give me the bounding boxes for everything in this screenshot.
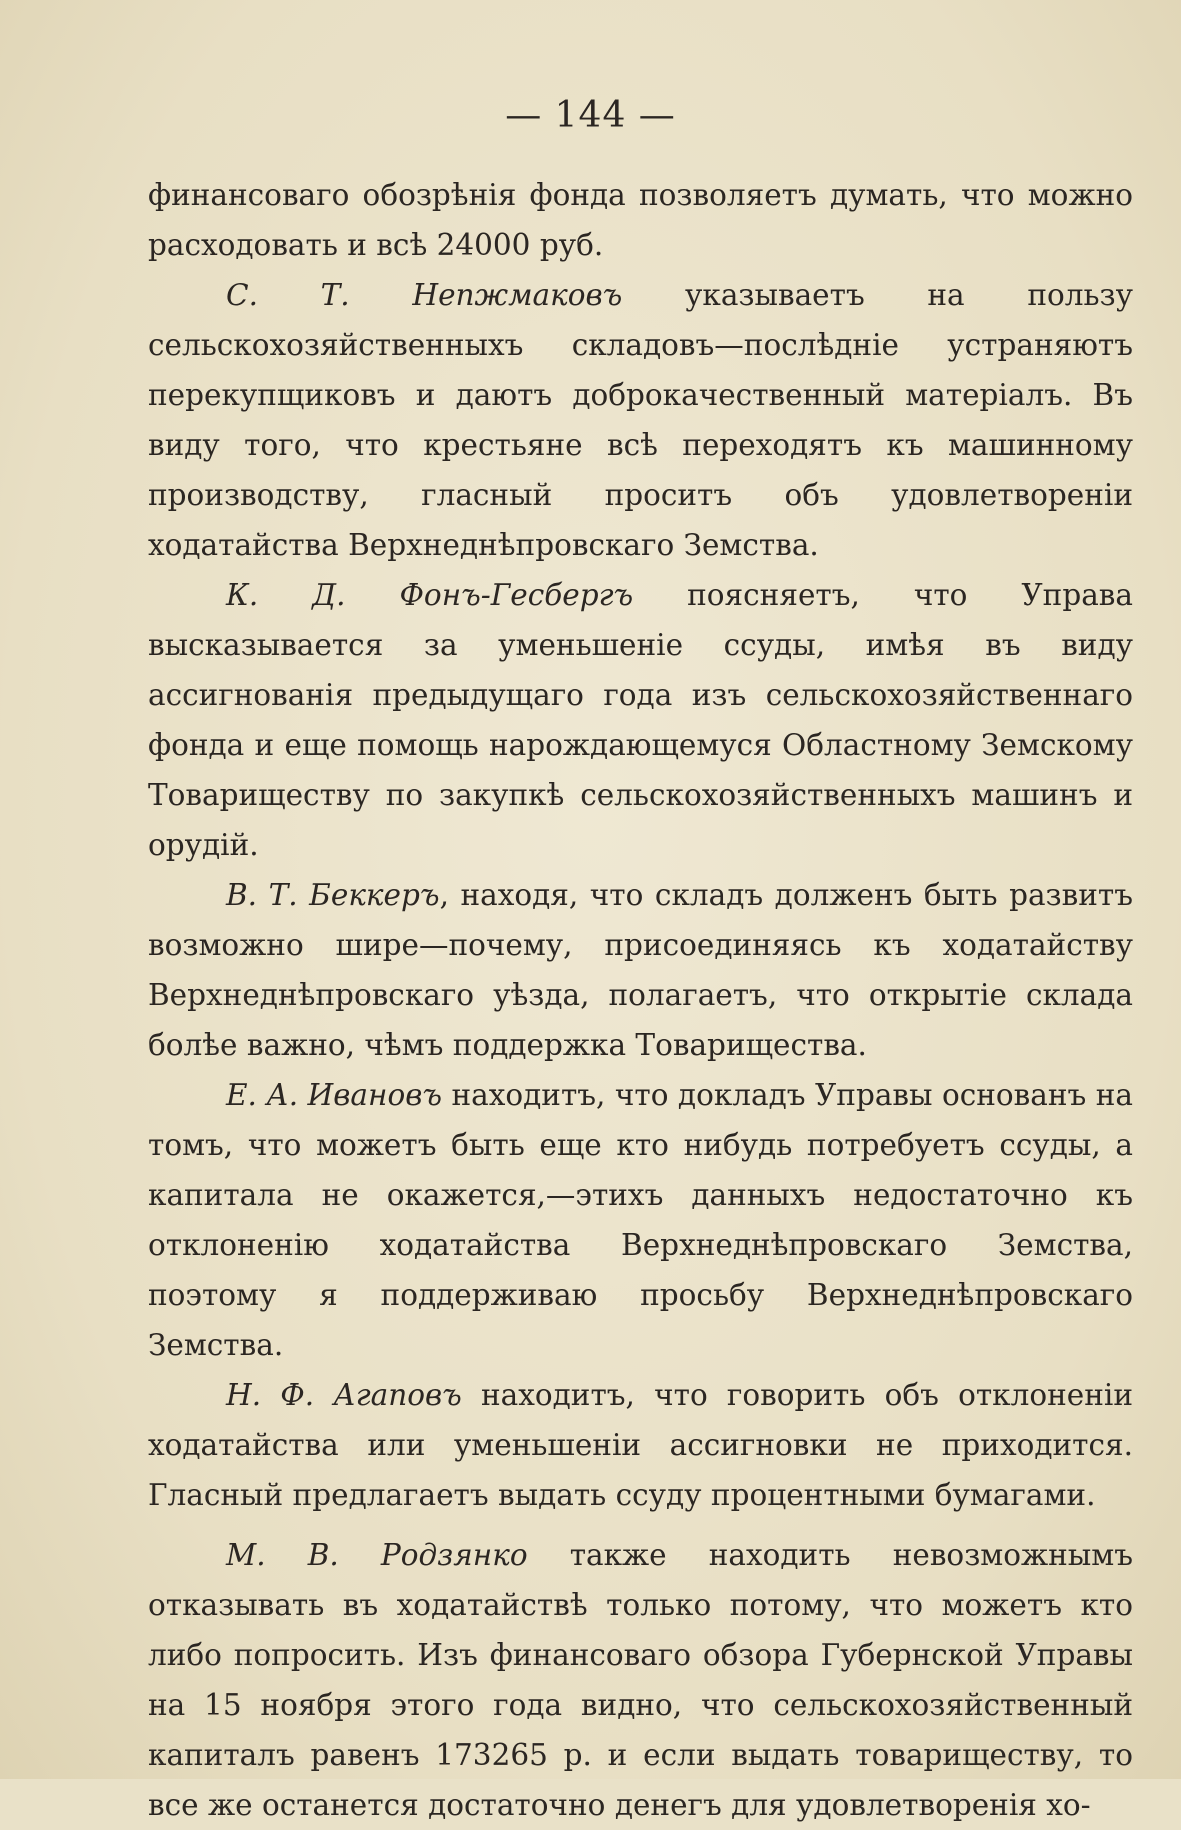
paragraph-text: также находить невозможнымъ отказывать въ ходатайствѣ только потому, что можетъ кто либо попросить. Изъ финансоваго обзора Губернской Управы на 15 ноября этого года видно, что сельскохозяйственный капиталъ равенъ 173265 р. и если выдать товариществу, то все же останется достаточно денегъ для удовлетворенія хо- (148, 1538, 1133, 1822)
speaker-name: М. В. Родзянко (226, 1538, 528, 1572)
paragraph-agapov (148, 1370, 1133, 1520)
paragraph-text: находитъ, что докладъ Управы основанъ на томъ, что можетъ быть еще кто нибудь потребуетъ ссуды, а капитала не окажется,—этихъ данныхъ недостаточно къ отклоненію ходатайства Верхнеднѣпровскаго Земства, поэтому я поддерживаю просьбу Верхнеднѣпровскаго Земства. (148, 1078, 1133, 1362)
paragraph-ivanov (148, 1070, 1133, 1370)
paragraph-nezhmakov (148, 270, 1133, 570)
paragraph-text: финансоваго обозрѣнія фонда позволяетъ думать, что можно расходовать и всѣ 24000 руб. (148, 178, 1133, 262)
paragraph-continuation (148, 170, 1133, 270)
paragraph-text: поясняетъ, что Управа высказывается за уменьшеніе ссуды, имѣя въ виду ассигнованія предыдущаго года изъ сельскохозяйственнаго фонда и еще помощь нарождающемуся Областному Земскому Товариществу по закупкѣ сельскохозяйственныхъ машинъ и орудій. (148, 578, 1133, 862)
paragraph-text: указываетъ на пользу сельскохозяйственныхъ складовъ—послѣдніе устраняютъ перекупщиковъ и даютъ доброкачественный матеріалъ. Въ виду того, что крестьяне всѣ переходятъ къ машинному производству, гласный проситъ объ удовлетвореніи ходатайства Верхнеднѣпровскаго Земства. (148, 278, 1133, 562)
paragraph-text: находитъ, что говорить объ отклоненіи ходатайства или уменьшеніи ассигновки не приходится. Гласный предлагаетъ выдать ссуду процентными бумагами. (148, 1378, 1134, 1512)
paragraph-bekker (148, 870, 1133, 1070)
speaker-name: Е. А. Ивановъ (226, 1078, 443, 1112)
paragraph-rodzyanko (148, 1530, 1133, 1830)
speaker-name: В. Т. Беккеръ (226, 878, 440, 912)
speaker-name: К. Д. Фонъ-Гесбергъ (226, 578, 634, 612)
paragraph-fon-gesberg (148, 570, 1133, 870)
speaker-name: Н. Ф. Агаповъ (226, 1378, 462, 1412)
speaker-name: С. Т. Непжмаковъ (226, 278, 623, 312)
paragraph-text: , находя, что складъ долженъ быть развитъ возможно шире—почему, присоединяясь къ ходатайству Верхнеднѣпровскаго уѣзда, полагаетъ, что открытіе склада болѣе важно, чѣмъ поддержка Товарищества. (148, 878, 1133, 1062)
page-number: — 144 — (505, 95, 676, 136)
body-text (148, 170, 1133, 1830)
